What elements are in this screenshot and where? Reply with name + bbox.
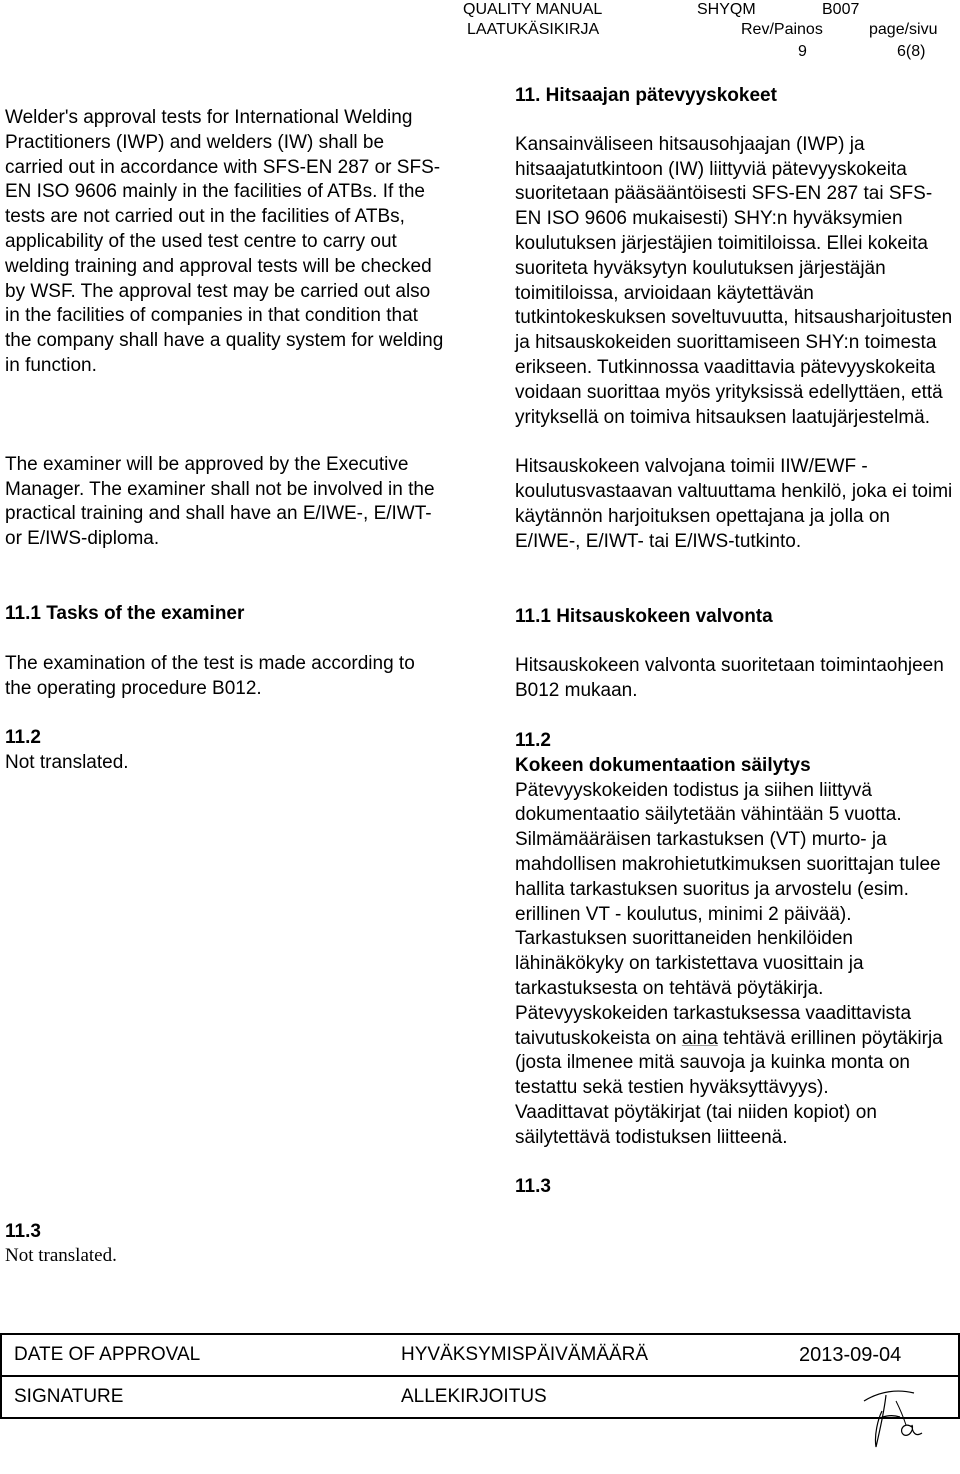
date-label-en: DATE OF APPROVAL <box>1 1334 389 1376</box>
left-heading-11-3: 11.3 <box>5 1221 41 1242</box>
signature-label-fi: ALLEKIRJOITUS <box>389 1376 787 1418</box>
approval-date-value: 2013-09-04 <box>787 1334 959 1376</box>
signature-row <box>1 1376 959 1418</box>
handwritten-signature <box>856 1379 936 1451</box>
left-paragraph-examiner: The examiner will be approved by the Executive Manager. The examiner shall not be involved in the practical training and shall have an E/IWE-, E/IWT- or E/IWS-diploma. <box>5 453 435 550</box>
manual-title-fi: LAATUKÄSIKIRJA <box>467 21 600 38</box>
signature-label-en: SIGNATURE <box>1 1376 389 1418</box>
approval-table <box>0 1333 960 1419</box>
right-paragraph-approval-tests: Kansainväliseen hitsausohjaajan (IWP) ja hitsaajatutkintoon (IW) liittyviä pätevyyskokeita suoritetaan pääsääntöisesti SFS-EN 287 tai SFS-EN ISO 9606 mukaisesti) SHY:n hyväksymien koulutuksen järjestäjien toimitiloissa. Ellei kokeita suoriteta hyväksytyn koulutuksen järjestäjän toimitiloissa, arvioidaan käytettävän tutkintokeskuksen soveltuvuutta, hitsausharjoitusten ja hitsauskokeiden suorittamiseen SHY:n toimesta erikseen. Tutkinnossa vaadittavia pätevyyskokeita voidaan suorittaa myös yrityksissä edellyttäen, että yrityksellä on toimiva hitsauksen laatujärjestelmä. <box>515 133 953 428</box>
left-paragraph-approval-tests: Welder's approval tests for International Welding Practitioners (IWP) and welders (IW) shall be carried out in accordance with SFS-EN 287 or SFS-EN ISO 9606 mainly in the facilities of ATBs. If the tests are not carried out in the facilities of ATBs, applicability of the used test centre to carry out welding training and approval tests will be checked by WSF. The approval test may be carried out also in the facilities of companies in that condition that the company shall have a quality system for welding in function. <box>5 107 444 376</box>
left-heading-11-2: 11.2 <box>5 727 41 749</box>
right-paragraph-supervision: Hitsauskokeen valvonta suoritetaan toimintaohjeen B012 mukaan. <box>515 655 944 702</box>
right-paragraph-retention: Pätevyyskokeiden todistus ja siihen liittyvä dokumentaatio säilytetään vähintään 5 vuotta. Silmämääräisen tarkastuksen (VT) murto- ja mahdollisen makrohietutkimuksen suorittajan tulee hallita tarkastuksen suoritus ja arvostelu (esim. erillinen VT - koulutus, minimi 2 päivää). <box>515 779 941 925</box>
left-heading-11-1: 11.1 Tasks of the examiner <box>5 602 245 624</box>
right-paragraph-supervisor: Hitsauskokeen valvojana toimii IIW/EWF -koulutusvastaavan valtuuttama henkilö, joka ei toimi käytännön harjoituksen opettajana ja jolla on E/IWE-, E/IWT- tai E/IWS-tutkinto. <box>515 456 953 552</box>
right-heading-11-2: 11.2 <box>515 729 551 751</box>
signature-cell <box>787 1376 959 1418</box>
underlined-word: aina <box>681 1027 718 1049</box>
revision-label: Rev/Painos <box>741 21 823 38</box>
document-code: B007 <box>822 1 860 18</box>
bend-tests-text-a: Pätevyyskokeiden tarkastuksessa vaadittavista taivutuskokeista on <box>515 1002 912 1049</box>
page-label: page/sivu <box>869 21 938 38</box>
left-column <box>5 106 445 776</box>
bend-tests-text-b: tehtävä erillinen pöytäkirja (josta ilmenee mitä sauvoja ja kuinka monta on testattu sekä testien hyväksyttävyys). <box>515 1027 943 1099</box>
right-paragraph-bend-tests <box>515 1002 957 1101</box>
right-paragraph-records: Vaadittavat pöytäkirjat (tai niiden kopiot) on säilytettävä todistuksen liitteenä. <box>515 1101 877 1148</box>
left-paragraph-examination: The examination of the test is made according to the operating procedure B012. <box>5 652 415 699</box>
date-label-fi: HYVÄKSYMISPÄIVÄMÄÄRÄ <box>389 1334 787 1376</box>
right-heading-11: 11. Hitsaajan pätevyyskokeet <box>515 85 777 106</box>
right-heading-11-3: 11.3 <box>515 1176 551 1198</box>
right-heading-11-2-title: Kokeen dokumentaation säilytys <box>515 754 811 776</box>
right-paragraph-eyesight: Tarkastuksen suorittaneiden henkilöiden lähinäkökyky on tarkistettava vuosittain ja tarkastuksesta on tehtävä pöytäkirja. <box>515 928 864 999</box>
left-not-translated-11-3: Not translated. <box>5 1245 117 1266</box>
manual-title-en: QUALITY MANUAL <box>463 1 603 18</box>
right-column <box>515 84 957 1200</box>
right-heading-11-1: 11.1 Hitsauskokeen valvonta <box>515 605 773 627</box>
org-code: SHYQM <box>697 1 756 18</box>
revision-number: 9 <box>798 43 807 60</box>
left-not-translated-11-2: Not translated. <box>5 752 129 774</box>
approval-date-row <box>1 1334 959 1376</box>
page-number: 6(8) <box>897 43 926 60</box>
